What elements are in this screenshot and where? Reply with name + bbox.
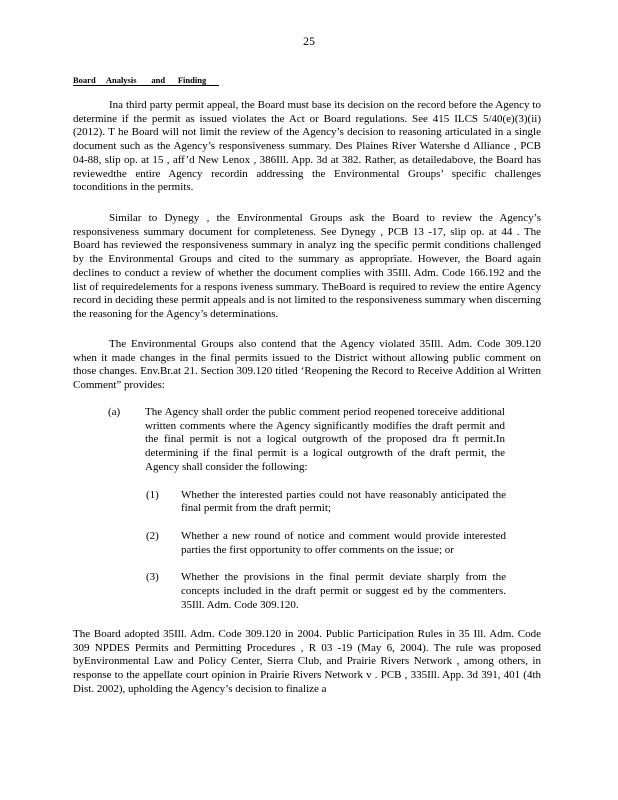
quote-item-a: [73, 406, 541, 475]
page-number: 25: [303, 34, 315, 48]
paragraph-responsiveness-summary: Similar to Dynegy , the Environmental Groups ask the Board to review the Agency’s responsiveness summary document for completeness. See Dynegy , PCB 13 -17, slip op. at 44 . The Board has reviewed the responsiveness summary in analyz ing the specific permit conditions challenged by the Environmental Groups and cited to the summary as appropriate. However, the Board again declines to conduct a review of whether the document complies with 35Ill. Adm. Code 166.192 and the list of requiredelements for a respons iveness summary. TheBoard is required to review the entire Agency record in deciding these permit appeals and is not limited to the responsiveness summary when discerning the reasoning for the Agency’s determinations.: [73, 212, 541, 320]
quote-subitem: [73, 489, 541, 516]
paragraph-third-party-appeal: Ina third party permit appeal, the Board must base its decision on the record before the Agency to determine if the permit as issued violates the Act or Board regulations. See 415 ILCS 5/40(e)(3)(ii) (2012). T he Board will not limit the review of the Agency’s decision to reasoning articulated in a single document such as the Agency’s responsiveness summary. Des Plaines River Watershe d Alliance , PCB 04-88, slip op. at 15 , aff’d New Lenox , 386Ill. App. 3d at 382. Rather, as detailedabove, the Board has reviewedthe entire Agency recordin addressing the Environmental Groups’ specific challenges toconditions in the permits.: [73, 99, 541, 194]
quote-item-text: The Agency shall order the public comment period reopened toreceive additional written comments where the Agency significantly modifies the draft permit and the final permit is not a logical outgrowth of the proposed dra ft permit.In determining if the final permit is a logical outgrowth of the draft permit, the Agency shall consider the following:: [145, 406, 505, 473]
quote-subitem-text: Whether a new round of notice and comment would provide interested parties the first opportunity to offer comments on the issue; or: [181, 529, 506, 556]
quote-subitem-marker: (2): [146, 529, 159, 542]
quote-subitem-text: Whether the provisions in the final permit deviate sharply from the concepts included in the draft permit or suggest ed by the commenters. 35Ill. Adm. Code 309.120.: [181, 571, 506, 611]
quote-item-marker: (a): [108, 406, 121, 418]
block-quote: [73, 406, 541, 612]
paragraph-board-adopted: The Board adopted 35Ill. Adm. Code 309.120 in 2004. Public Participation Rules in 35 Ill. Adm. Code 309 NPDES Permits and Permitting Procedures , R 03 -19 (May 6, 2004). The rule was proposed byEnvironmental Law and Policy Center, Sierra Club, and Prairie Rivers Network , among others, in response to the appellate court opinion in Prairie Rivers Network v . PCB , 335Ill. App. 3d 391, 401 (4th Dist. 2002), upholding the Agency’s decision to finalize a: [73, 628, 541, 695]
quote-subitem-marker: (3): [146, 571, 159, 584]
quote-subitem: [73, 530, 541, 557]
quote-subitem-marker: (1): [146, 488, 159, 501]
quote-subitem-text: Whether the interested parties could not have reasonably anticipated the final permit from the draft permit;: [181, 488, 506, 515]
quote-subitem: [73, 571, 541, 612]
paragraph-reopening-record: The Environmental Groups also contend that the Agency violated 35Ill. Adm. Code 309.120 when it made changes in the final permits issued to the District without allowing public comment on those changes. Env.Br.at 21. Section 309.120 titled ‘Reopening the Record to Receive Addition al Written Comment” provides:: [73, 338, 541, 392]
section-heading: Board Analysis and Finding: [73, 75, 219, 86]
